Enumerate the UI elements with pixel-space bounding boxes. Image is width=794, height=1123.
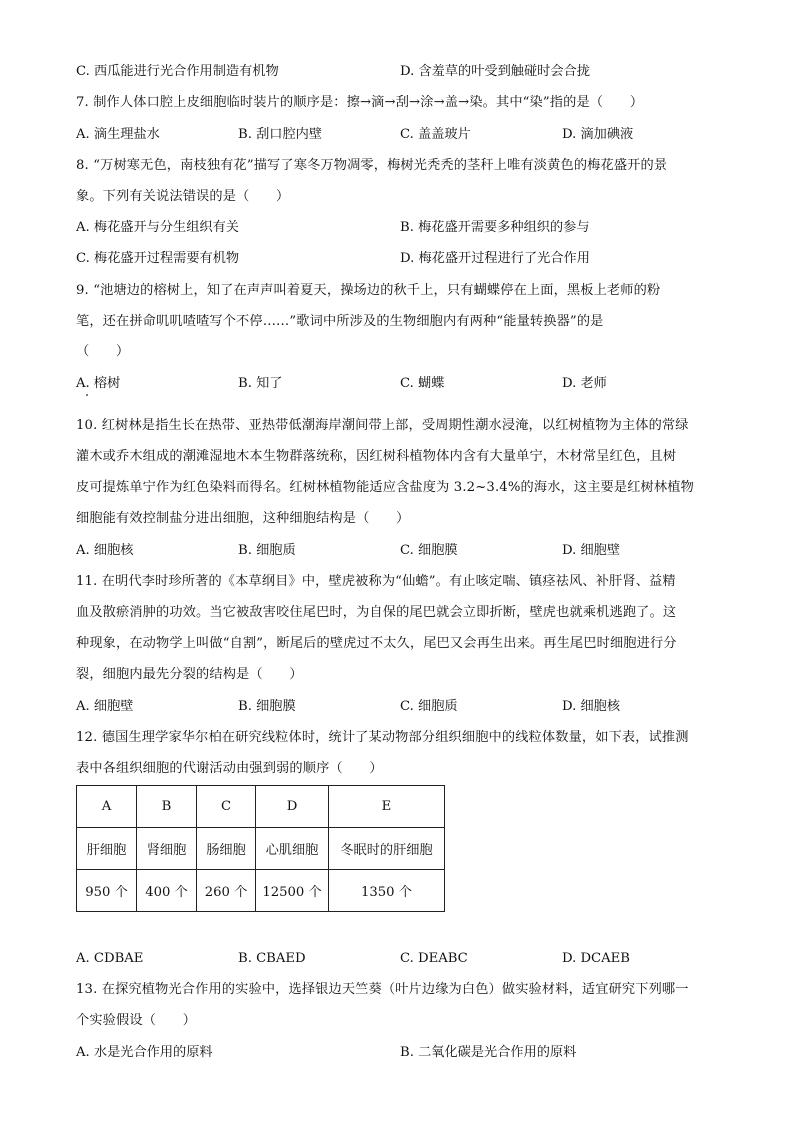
q7-stem: 7. 制作人体口腔上皮细胞临时装片的顺序是：擦→滴→刮→涂→盖→染。其中“染”指的是（ ） [76,95,644,110]
q9-options [76,374,726,394]
q10-option-c: C. 细胞膜 [400,543,458,558]
table-row [77,870,445,912]
q13-option-a: A. 水是光合作用的原料 [76,1045,213,1060]
q8-stem-line-1: 8. “万树寒无色，南枝独有花”描写了寒冬万物凋零，梅树光秃秃的茎秆上唯有淡黄色的梅花盛开的景 [76,158,668,173]
table-cell: 950 个 [77,870,137,912]
q12-stem-line-1: 12. 德国生理学家华尔柏在研究线粒体时，统计了某动物部分组织细胞中的线粒体数量，如下表，试推测 [76,730,689,745]
q7-option-c: C. 盖盖玻片 [400,127,471,142]
table-cell: 400 个 [137,870,197,912]
q9-stem-line-2: 笔，还在拼命叽叽喳喳写个不停……”歌词中所涉及的生物细胞内有两种“能量转换器”的是 [76,314,604,329]
stray-dot [86,394,88,396]
q11-stem-line-2: 血及散瘀消肿的功效。当它被敌害咬住尾巴时，为自保的尾巴就会立即折断，壁虎也就乘机逃跑了。这 [76,605,677,620]
q10-stem-line-1: 10. 红树林是指生长在热带、亚热带低潮海岸潮间带上部，受周期性潮水浸淹，以红树植物为主体的常绿 [76,418,689,433]
q10-stem-line-4: 细胞能有效控制盐分进出细胞，这种细胞结构是（ ） [76,511,410,526]
q11-options [76,697,726,717]
q9-option-d: D. 老师 [562,376,607,391]
q12-stem-line-2: 表中各组织细胞的代谢活动由强到弱的顺序（ ） [76,761,383,776]
q10-stem-line-2: 灌木或乔木组成的潮滩湿地木本生物群落统称，因红树科植物体内含有大量单宁，木材常呈红色，且树 [76,449,677,464]
q10-stem-line-3: 皮可提炼单宁作为红色染料而得名。红树林植物能适应含盐度为 3.2~3.4%的海水，这主要是红树林植物 [76,480,694,495]
table-cell: 260 个 [197,870,256,912]
q8-option-c: C. 梅花盛开过程需要有机物 [76,251,240,266]
q11-stem-line-4: 裂，细胞内最先分裂的结构是（ ） [76,667,303,682]
q9-stem-line-1: 9. “池塘边的榕树上，知了在声声叫着夏天，操场边的秋千上，只有蝴蝶停在上面，黑板上老师的粉 [76,283,661,298]
q10-option-d: D. 细胞壁 [562,543,621,558]
q7-options [76,125,726,145]
q8-options-row-1 [76,218,726,238]
q8-options-row-2 [76,249,726,269]
q9-option-a: A. 榕树 [76,376,121,391]
q10-option-a: A. 细胞核 [76,543,134,558]
q12-option-c: C. DEABC [400,951,468,966]
q12-option-a: A. CDBAE [76,951,144,966]
q8-option-d: D. 梅花盛开过程进行了光合作用 [400,251,590,266]
table-cell: 1350 个 [329,870,445,912]
q11-option-c: C. 细胞质 [400,699,458,714]
q6-option-d: D. 含羞草的叶受到触碰时会合拢 [400,64,590,79]
q13-stem-line-1: 13. 在探究植物光合作用的实验中，选择银边天竺葵（叶片边缘为白色）做实验材料，适宜研究下列哪一 [76,982,689,997]
q9-option-b: B. 知了 [238,376,283,391]
table-header-cell: B [137,786,197,828]
q7-option-b: B. 刮口腔内壁 [238,127,323,142]
q11-option-d: D. 细胞核 [562,699,621,714]
q7-option-a: A. 滴生理盐水 [76,127,160,142]
q10-option-b: B. 细胞质 [238,543,296,558]
table-cell: 肾细胞 [137,828,197,870]
table-cell: 12500 个 [256,870,329,912]
table-row [77,828,445,870]
table-header-cell: D [256,786,329,828]
table-header-cell: E [329,786,445,828]
q8-option-b: B. 梅花盛开需要多种组织的参与 [400,220,590,235]
table-header-cell: C [197,786,256,828]
table-cell: 心肌细胞 [256,828,329,870]
q12-option-b: B. CBAED [238,951,306,966]
q9-option-c: C. 蝴蝶 [400,376,445,391]
q12-options [76,949,726,969]
q12-option-d: D. DCAEB [562,951,630,966]
q11-stem-line-3: 种现象，在动物学上叫做“自割”，断尾后的壁虎过不太久，尾巴又会再生出来。再生尾巴时细胞进行分 [76,636,677,651]
q8-option-a: A. 梅花盛开与分生组织有关 [76,220,239,235]
q6-option-c: C. 西瓜能进行光合作用制造有机物 [76,64,279,79]
q13-stem-line-2: 个实验假设（ ） [76,1013,197,1028]
q11-stem-line-1: 11. 在明代李时珍所著的《本草纲目》中，壁虎被称为“仙蟾”。有止咳定喘、镇痉祛风、补肝肾、益精 [76,574,676,589]
q11-option-a: A. 细胞壁 [76,699,134,714]
q11-option-b: B. 细胞膜 [238,699,296,714]
q13-options [76,1043,726,1063]
q8-stem-line-2: 象。下列有关说法错误的是（ ） [76,189,290,204]
table-cell: 肝细胞 [77,828,137,870]
q6-options [76,62,726,82]
mitochondria-table [76,785,445,912]
table-header-cell: A [77,786,137,828]
table-cell: 肠细胞 [197,828,256,870]
table-cell: 冬眠时的肝细胞 [329,828,445,870]
q10-options [76,541,726,561]
q7-option-d: D. 滴加碘液 [562,127,634,142]
q9-stem-line-3: （ ） [76,344,130,359]
table-header-row [77,786,445,828]
q13-option-b: B. 二氧化碳是光合作用的原料 [400,1045,577,1060]
